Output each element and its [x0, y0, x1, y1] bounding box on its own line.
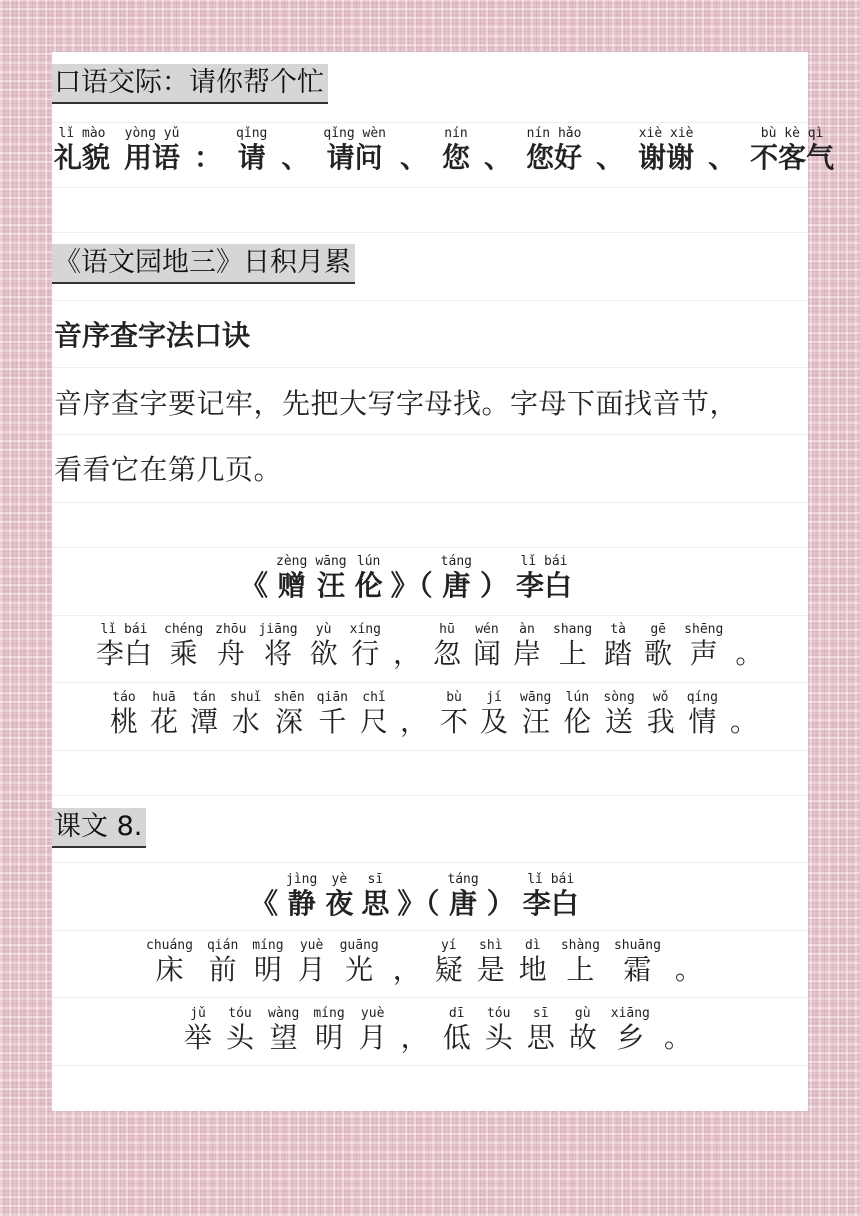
poem1-line-1 — [96, 622, 763, 671]
hanzi: 月 — [358, 1021, 387, 1054]
ruby-unit — [477, 938, 505, 987]
hanzi: 光 — [345, 953, 374, 986]
ruby-unit — [276, 554, 307, 603]
ruled-line — [52, 997, 808, 998]
lesson8-heading: 课文 8. — [52, 808, 146, 848]
hanzi: 深 — [275, 705, 304, 738]
ruby-unit — [350, 622, 381, 671]
ruled-line — [52, 232, 808, 233]
hanzi: 舟 — [216, 637, 245, 670]
hanzi: 举 — [184, 1021, 213, 1054]
ruby-unit — [215, 622, 246, 671]
ruled-line — [52, 750, 808, 751]
hanzi: 《 — [250, 887, 279, 920]
pinyin: táng — [447, 872, 479, 887]
pinyin: yuè — [360, 1006, 385, 1021]
hanzi: 。 — [730, 705, 759, 738]
ruled-line — [52, 367, 808, 368]
ruby-unit — [268, 1006, 299, 1055]
verse-line-2: 看看它在第几页。 — [54, 453, 283, 486]
pinyin: dī — [448, 1006, 465, 1021]
hanzi: 明 — [253, 953, 282, 986]
ruled-line — [52, 795, 808, 796]
hanzi: 伦 — [354, 569, 383, 602]
verse-line-1: 音序查字要记牢，先把大写字母找。字母下面找音节， — [54, 387, 739, 420]
hanzi: ， — [392, 637, 421, 670]
poem2-line-1 — [146, 938, 703, 987]
hanzi: 您好 — [526, 141, 583, 174]
ruby-unit — [442, 126, 470, 175]
ruby-unit — [230, 690, 261, 739]
ruby-unit — [730, 690, 758, 739]
ruby-unit — [684, 622, 723, 671]
hanzi: 霜 — [623, 953, 652, 986]
hanzi: 思 — [361, 887, 390, 920]
pinyin: chéng — [164, 622, 204, 637]
ruby-unit — [397, 872, 439, 921]
ruby-unit — [146, 938, 193, 987]
hanzi: 花 — [150, 705, 179, 738]
pinyin: yè — [331, 872, 348, 887]
ruby-unit — [527, 1006, 555, 1055]
hanzi: 千 — [318, 705, 347, 738]
pinyin: shàng — [560, 938, 600, 953]
poem1-line-2 — [110, 690, 758, 739]
ruled-line — [52, 615, 808, 616]
ruby-unit — [315, 554, 346, 603]
ruled-line — [52, 682, 808, 683]
ruby-unit — [184, 1006, 212, 1055]
pinyin: qián — [206, 938, 239, 953]
pinyin: jǔ — [190, 1006, 206, 1021]
ruby-unit — [435, 938, 463, 987]
hanzi: 岸 — [512, 637, 541, 670]
poem2-line-2 — [184, 1006, 692, 1055]
ruby-unit — [96, 622, 152, 671]
hanzi: 乘 — [169, 637, 198, 670]
pinyin: míng — [252, 938, 284, 953]
garden-subtitle: 音序查字法口诀 — [54, 319, 251, 352]
ruby-unit — [614, 938, 661, 987]
ruled-line — [52, 547, 808, 548]
pinyin: jí — [486, 690, 502, 705]
hanzi: 赠 — [277, 569, 306, 602]
pinyin: tóu — [228, 1006, 252, 1021]
hanzi: 闻 — [472, 637, 501, 670]
pinyin: tà — [610, 622, 626, 637]
ruled-line — [52, 122, 808, 123]
ruby-unit — [563, 690, 591, 739]
pinyin: chuáng — [146, 938, 193, 953]
pinyin: qǐng wèn — [323, 126, 386, 141]
hanzi: 》（ — [397, 887, 440, 920]
hanzi: ， — [400, 1021, 429, 1054]
worksheet-page — [52, 52, 835, 1111]
hanzi: ， — [400, 705, 429, 738]
hanzi: 桃 — [110, 705, 139, 738]
hanzi: 李白 — [522, 887, 579, 920]
hanzi: 不客气 — [750, 141, 835, 174]
ruby-unit — [252, 938, 283, 987]
hanzi: 用语 — [124, 141, 181, 174]
pinyin: lǐ bái — [100, 622, 148, 637]
ruby-unit — [110, 690, 138, 739]
ruby-unit — [443, 1006, 471, 1055]
pinyin: lǐ bái — [520, 554, 568, 569]
hanzi: ） — [479, 569, 508, 602]
hanzi: 床 — [155, 953, 184, 986]
pinyin: qíng — [686, 690, 719, 705]
hanzi: 思 — [526, 1021, 555, 1054]
pinyin: gē — [650, 622, 666, 637]
hanzi: 是 — [476, 953, 505, 986]
ruby-unit — [150, 690, 178, 739]
pinyin: jiāng — [258, 622, 298, 637]
ruby-unit — [250, 872, 278, 921]
hanzi: 汪 — [316, 569, 345, 602]
hanzi: 唐 — [442, 569, 471, 602]
ruby-unit — [513, 622, 541, 671]
ruby-unit — [298, 938, 326, 987]
ruby-unit — [604, 622, 632, 671]
ruled-line — [52, 434, 808, 435]
ruby-unit — [440, 690, 468, 739]
ruby-unit — [281, 126, 309, 175]
ruby-unit — [520, 690, 551, 739]
pinyin: táng — [440, 554, 472, 569]
ruby-unit — [480, 554, 508, 603]
pinyin: lǐ bái — [527, 872, 575, 887]
hanzi: 情 — [688, 705, 717, 738]
ruled-line — [52, 930, 808, 931]
pinyin: yù — [315, 622, 332, 637]
ruby-unit — [611, 1006, 650, 1055]
ruby-unit — [638, 126, 694, 175]
ruby-unit — [240, 554, 268, 603]
pinyin: chǐ — [362, 690, 386, 705]
hanzi: 将 — [264, 637, 293, 670]
ruby-unit — [687, 690, 718, 739]
ruby-unit — [447, 872, 478, 921]
ruby-unit — [735, 622, 763, 671]
hanzi: 、 — [400, 141, 429, 174]
ruby-unit — [273, 690, 304, 739]
pinyin: zèng — [276, 554, 308, 569]
pinyin: nín hǎo — [526, 126, 582, 141]
hanzi: ： — [194, 141, 223, 174]
hanzi: 夜 — [325, 887, 354, 920]
ruby-unit — [473, 622, 501, 671]
hanzi: 尺 — [359, 705, 388, 738]
hanzi: 月 — [297, 953, 326, 986]
hanzi: 及 — [480, 705, 509, 738]
hanzi: 礼貌 — [54, 141, 111, 174]
ruled-line — [52, 300, 808, 301]
hanzi: 请 — [237, 141, 266, 174]
garden-heading: 《语文园地三》日积月累 — [52, 244, 355, 284]
pinyin: sòng — [603, 690, 635, 705]
hanzi: ， — [392, 953, 421, 986]
pinyin: lún — [565, 690, 590, 705]
pinyin: zhōu — [215, 622, 247, 637]
pinyin: tán — [192, 690, 216, 705]
pinyin: lún — [356, 554, 381, 569]
poem2-title — [250, 872, 579, 921]
hanzi: 忽 — [432, 637, 461, 670]
hanzi: 不 — [440, 705, 469, 738]
ruby-unit — [647, 690, 675, 739]
ruby-unit — [400, 690, 428, 739]
ruby-unit — [124, 126, 180, 175]
hanzi: 谢谢 — [638, 141, 695, 174]
pinyin: sī — [367, 872, 384, 887]
hanzi: 疑 — [434, 953, 463, 986]
ruby-unit — [393, 622, 421, 671]
pinyin: shēn — [273, 690, 305, 705]
ruby-unit — [310, 622, 338, 671]
pinyin: yòng yǔ — [124, 126, 180, 141]
pinyin: xíng — [349, 622, 381, 637]
hanzi: 、 — [484, 141, 513, 174]
hanzi: 歌 — [644, 637, 673, 670]
pinyin: bù kè qì — [760, 126, 824, 141]
ruby-unit — [516, 554, 572, 603]
hanzi: 、 — [596, 141, 625, 174]
pinyin: xiè xiè — [638, 126, 694, 141]
pinyin: qǐng — [236, 126, 268, 141]
ruby-unit — [393, 938, 421, 987]
pinyin: míng — [313, 1006, 345, 1021]
ruby-unit — [485, 1006, 513, 1055]
pinyin: táo — [112, 690, 136, 705]
pinyin: dì — [524, 938, 541, 953]
pinyin: àn — [519, 622, 535, 637]
hanzi: 地 — [518, 953, 547, 986]
hanzi: 上 — [566, 953, 595, 986]
pinyin: wàng — [268, 1006, 300, 1021]
pinyin: qiān — [316, 690, 348, 705]
hanzi: 请问 — [326, 141, 383, 174]
ruby-unit — [644, 622, 672, 671]
hanzi: 李白 — [96, 637, 153, 670]
ruby-unit — [317, 690, 348, 739]
pinyin: yuè — [299, 938, 324, 953]
pinyin: yí — [440, 938, 457, 953]
pinyin: gù — [574, 1006, 591, 1021]
pinyin: sī — [532, 1006, 549, 1021]
pinyin: shì — [479, 938, 503, 953]
ruby-unit — [360, 690, 388, 739]
hanzi: 欲 — [309, 637, 338, 670]
ruby-unit — [708, 126, 736, 175]
hanzi: 声 — [689, 637, 718, 670]
pinyin: guāng — [339, 938, 379, 953]
ruby-unit — [54, 126, 110, 175]
hanzi: 故 — [568, 1021, 597, 1054]
pinyin: wǒ — [652, 690, 669, 705]
hanzi: 。 — [663, 1021, 692, 1054]
pinyin: wāng — [520, 690, 552, 705]
hanzi: 、 — [708, 141, 737, 174]
ruby-unit — [480, 690, 508, 739]
ruby-unit — [190, 690, 218, 739]
ruby-unit — [553, 622, 592, 671]
ruby-unit — [359, 1006, 387, 1055]
ruled-line — [52, 187, 808, 188]
polite-words-line — [54, 126, 834, 175]
hanzi: 潭 — [190, 705, 219, 738]
ruby-unit — [286, 872, 317, 921]
pinyin: shang — [553, 622, 593, 637]
ruby-unit — [526, 126, 582, 175]
ruby-unit — [664, 1006, 692, 1055]
ruby-unit — [484, 126, 512, 175]
hanzi: 前 — [208, 953, 237, 986]
pinyin: nín — [444, 126, 468, 141]
hanzi: 。 — [674, 953, 703, 986]
ruled-line — [52, 502, 808, 503]
ruby-unit — [258, 622, 297, 671]
ruby-unit — [361, 872, 389, 921]
pinyin: shuǐ — [230, 690, 262, 705]
ruby-unit — [750, 126, 834, 175]
ruby-unit — [391, 554, 433, 603]
ruled-line — [52, 862, 808, 863]
hanzi: 明 — [314, 1021, 343, 1054]
hanzi: 您 — [442, 141, 471, 174]
pinyin: wāng — [315, 554, 347, 569]
hanzi: 李白 — [516, 569, 573, 602]
hanzi: 行 — [351, 637, 380, 670]
ruby-unit — [355, 554, 383, 603]
pinyin: shuāng — [613, 938, 661, 953]
ruby-unit — [323, 126, 386, 175]
hanzi: 静 — [287, 887, 316, 920]
hanzi: 踏 — [604, 637, 633, 670]
ruby-unit — [569, 1006, 597, 1055]
ruby-unit — [207, 938, 238, 987]
hanzi: 头 — [484, 1021, 513, 1054]
ruby-unit — [523, 872, 579, 921]
hanzi: 低 — [442, 1021, 471, 1054]
ruby-unit — [487, 872, 515, 921]
hanzi: 、 — [281, 141, 310, 174]
ruby-unit — [433, 622, 461, 671]
ruby-unit — [194, 126, 222, 175]
hanzi: 》（ — [390, 569, 433, 602]
ruby-unit — [675, 938, 703, 987]
hanzi: 《 — [240, 569, 269, 602]
hanzi: 水 — [231, 705, 260, 738]
pinyin: bù — [446, 690, 462, 705]
pinyin: hū — [439, 622, 455, 637]
ruby-unit — [441, 554, 472, 603]
hanzi: 唐 — [449, 887, 478, 920]
pinyin: xiāng — [610, 1006, 650, 1021]
hanzi: 头 — [226, 1021, 255, 1054]
pinyin: lǐ mào — [58, 126, 106, 141]
hanzi: 汪 — [521, 705, 550, 738]
pinyin: wén — [475, 622, 499, 637]
hanzi: 上 — [558, 637, 587, 670]
pinyin: jìng — [286, 872, 318, 887]
hanzi: 乡 — [616, 1021, 645, 1054]
ruby-unit — [164, 622, 203, 671]
hanzi: 我 — [646, 705, 675, 738]
hanzi: 伦 — [563, 705, 592, 738]
ruby-unit — [226, 1006, 254, 1055]
ruby-unit — [400, 126, 428, 175]
pinyin: tóu — [486, 1006, 511, 1021]
hanzi: ） — [486, 887, 515, 920]
ruby-unit — [340, 938, 379, 987]
ruby-unit — [401, 1006, 429, 1055]
poem1-title — [240, 554, 572, 603]
ruby-unit — [325, 872, 353, 921]
pinyin: huā — [152, 690, 176, 705]
pinyin: shēng — [684, 622, 724, 637]
hanzi: 送 — [605, 705, 634, 738]
oral-heading: 口语交际：请你帮个忙 — [52, 64, 328, 104]
ruby-unit — [236, 126, 267, 175]
ruby-unit — [313, 1006, 344, 1055]
ruby-unit — [596, 126, 624, 175]
hanzi: 。 — [735, 637, 764, 670]
ruby-unit — [561, 938, 600, 987]
hanzi: 望 — [269, 1021, 298, 1054]
ruby-unit — [519, 938, 547, 987]
ruby-unit — [603, 690, 634, 739]
ruled-line — [52, 1065, 808, 1066]
